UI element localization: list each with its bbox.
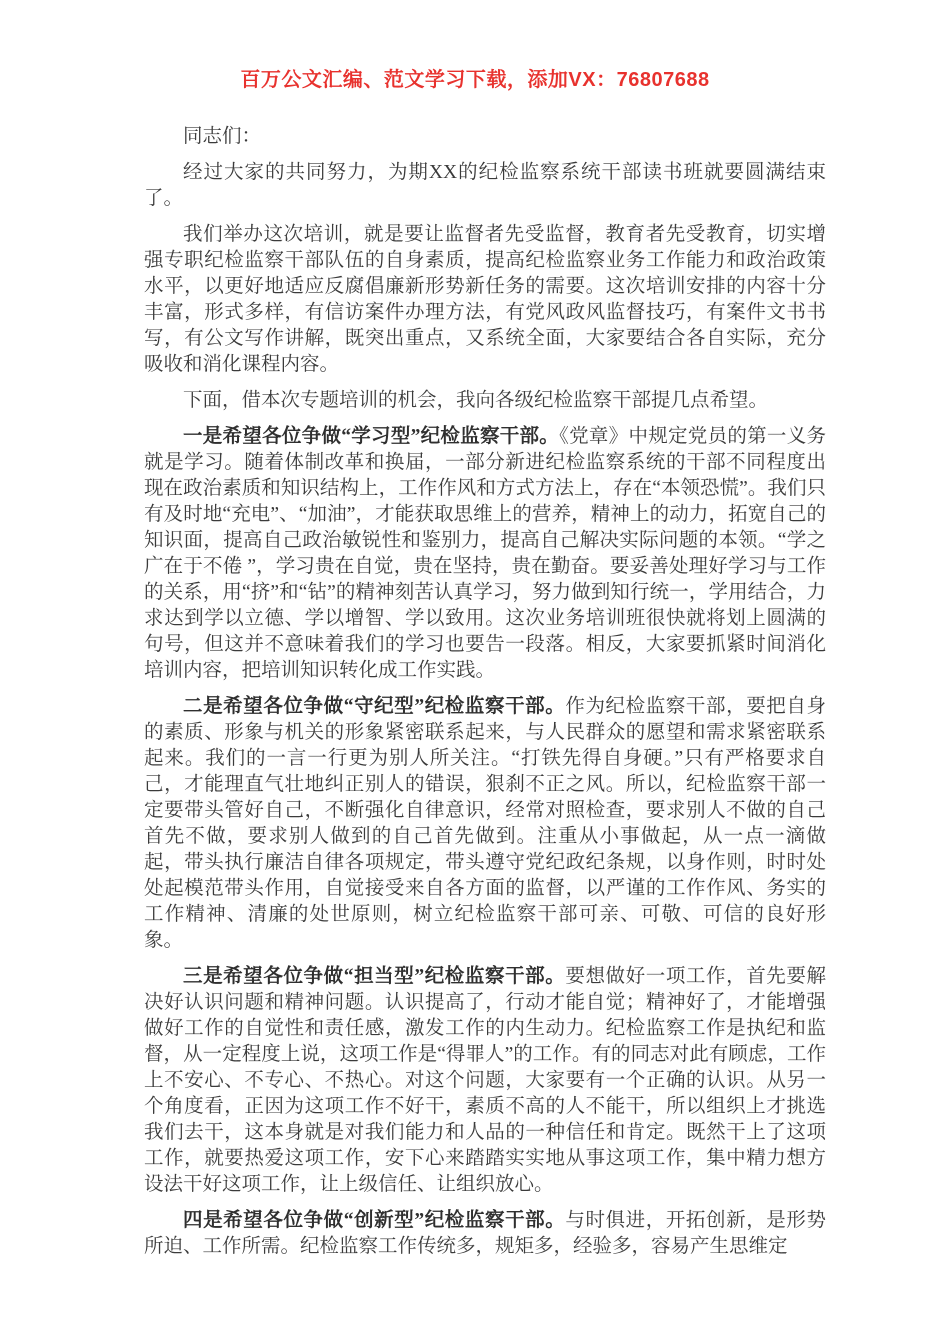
paragraph-salutation bbox=[144, 124, 826, 150]
header-notice: 百万公文汇编、范文学习下载，添加VX：76807688 bbox=[240, 69, 710, 91]
paragraph-text: 要想做好一项工作，首先要解决好认识问题和精神问题。认识提高了，行动才能自觉；精神好了，才能增强做好工作的自觉性和责任感，激发工作的内生动力。纪检监察工作是执纪和监督，从一定程度上说，这项工作是“得罪人”的工作。有的同志对此有顾虑，工作上不安心、不专心、不热心。对这个问题，大家要有一个正确的认识。从另一个角度看，正因为这项工作不好干，素质不高的人不能干，所以组织上才挑选我们去干，这本身就是对我们能力和人品的一种信任和肯定。既然干上了这项工作，就要热爱这项工作，安下心来踏踏实实地从事这项工作，集中精力想方设法干好这项工作，让上级信任、让组织放心。 bbox=[144, 966, 826, 1195]
paragraph-text: 我们举办这次培训，就是要让监督者先受监督，教育者先受教育，切实增强专职纪检监察干部队伍的自身素质，提高纪检监察业务工作能力和政治政策水平，以更好地适应反腐倡廉新形势新任务的需要。这次培训安排的内容十分丰富，形式多样，有信访案件办理方法，有党风政风监督技巧，有案件文书书写，有公文写作讲解，既突出重点，又系统全面，大家要结合各自实际，充分吸收和消化课程内容。 bbox=[144, 224, 826, 375]
paragraph-section-1 bbox=[144, 424, 826, 684]
paragraph-text: 《党章》中规定党员的第一义务就是学习。随着体制改革和换届，一部分新进纪检监察系统的干部不同程度出现在政治素质和知识结构上，工作作风和方式方法上，存在“本领恐慌”。我们只有及时地“充电”、“加油”，才能获取思维上的营养，精神上的动力，拓宽自己的知识面，提高自己政治敏锐性和鉴别力，提高自己解决实际问题的本领。“学之广在于不倦 ”，学习贵在自觉，贵在坚持，贵在勤奋。要妥善处理好学习与工作的关系，用“挤”和“钻”的精神刻苦认真学习，努力做到知行统一，学用结合，力求达到学以立德、学以增智、学以致用。这次业务培训班很快就将划上圆满的句号，但这并不意味着我们的学习也要告一段落。相反，大家要抓紧时间消化培训内容，把培训知识转化成工作实践。 bbox=[144, 426, 826, 681]
section-heading: 四是希望各位争做“创新型”纪检监察干部。 bbox=[183, 1210, 566, 1231]
paragraph-section-3 bbox=[144, 964, 826, 1198]
section-heading: 三是希望各位争做“担当型”纪检监察干部。 bbox=[183, 966, 566, 987]
paragraph-section-4 bbox=[144, 1208, 826, 1260]
paragraph bbox=[144, 222, 826, 378]
paragraph-text: 同志们： bbox=[183, 126, 262, 147]
paragraph-text: 作为纪检监察干部，要把自身的素质、形象与机关的形象紧密联系起来，与人民群众的愿望和需求紧密联系起来。我们的一言一行更为别人所关注。“打铁先得自身硬。”只有严格要求自己，才能理直气壮地纠正别人的错误，狠刹不正之风。所以，纪检监察干部一定要带头管好自己，不断强化自律意识，经常对照检查，要求别人不做的自己首先不做，要求别人做到的自己首先做到。注重从小事做起，从一点一滴做起，带头执行廉洁自律各项规定，带头遵守党纪政纪条规，以身作则，时时处处起模范带头作用，自觉接受来自各方面的监督，以严谨的工作作风、务实的工作精神、清廉的处世原则，树立纪检监察干部可亲、可敬、可信的良好形象。 bbox=[144, 696, 826, 951]
paragraph bbox=[144, 388, 826, 414]
paragraph-text: 经过大家的共同努力，为期XX的纪检监察系统干部读书班就要圆满结束了。 bbox=[144, 162, 826, 209]
document-body bbox=[144, 124, 826, 1260]
paragraph-section-2 bbox=[144, 694, 826, 954]
paragraph-text: 下面，借本次专题培训的机会，我向各级纪检监察干部提几点希望。 bbox=[183, 390, 769, 411]
paragraph-text: 与时俱进，开拓创新，是形势所迫、工作所需。纪检监察工作传统多，规矩多，经验多，容易产生思维定 bbox=[144, 1210, 826, 1257]
paragraph bbox=[144, 160, 826, 212]
section-heading: 二是希望各位争做“守纪型”纪检监察干部。 bbox=[183, 696, 566, 717]
section-heading: 一是希望各位争做“学习型”纪检监察干部。 bbox=[183, 426, 560, 447]
